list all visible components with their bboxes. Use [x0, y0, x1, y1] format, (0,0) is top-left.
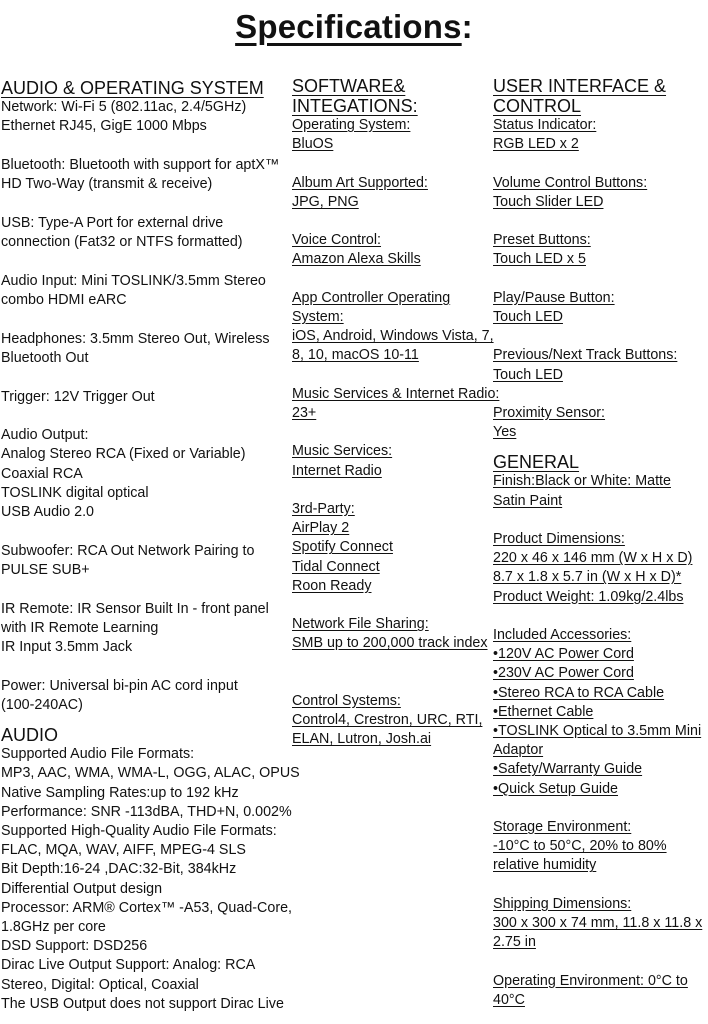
spec-line: Bluetooth Out — [1, 349, 89, 366]
spec-trigger — [1, 388, 283, 407]
spec-line: combo HDMI eARC — [1, 291, 127, 308]
spec-line: TOSLINK digital optical — [1, 484, 149, 501]
spec-line: Stereo, Digital: Optical, Coaxial — [1, 976, 199, 993]
spec-line: Touch LED — [493, 366, 563, 383]
spec-line: Tidal Connect — [292, 558, 380, 575]
spec-line: Analog Stereo RCA (Fixed or Variable) — [1, 446, 246, 463]
spec-audio-output — [1, 426, 283, 522]
spec-line: Supported Audio File Formats: — [1, 746, 195, 763]
spec-finish — [493, 472, 707, 510]
spec-line: System: — [292, 308, 344, 325]
spec-line: Audio Output: — [1, 427, 89, 444]
spec-line: Touch LED x 5 — [493, 251, 586, 268]
spec-prev-next — [493, 346, 707, 384]
spec-line: connection (Fat32 or NTFS formatted) — [1, 234, 243, 251]
page-title — [0, 8, 708, 46]
spec-line: Included Accessories: — [493, 626, 632, 643]
spec-line: 220 x 46 x 146 mm (W x H x D) — [493, 550, 693, 567]
section-heading-audio: AUDIO — [1, 725, 59, 746]
spec-line: Touch Slider LED — [493, 193, 604, 210]
spec-volume-buttons — [493, 174, 707, 212]
section-heading-audio-operating-system: AUDIO & OPERATING SYSTEM — [1, 78, 264, 98]
spec-line: 3rd-Party: — [292, 500, 355, 517]
spec-line: USB Audio 2.0 — [1, 504, 94, 521]
spec-line: Dirac Live Output Support: Analog: RCA — [1, 957, 256, 974]
spec-line: Trigger: 12V Trigger Out — [1, 388, 155, 405]
spec-line: Touch LED — [493, 308, 563, 325]
spec-status-indicator — [493, 116, 707, 154]
spec-play-pause — [493, 289, 707, 327]
spec-line: Play/Pause Button: — [493, 289, 615, 306]
spec-line: Status Indicator: — [493, 117, 597, 133]
spec-line: Spotify Connect — [292, 539, 393, 556]
spec-line: •TOSLINK Optical to 3.5mm Mini — [493, 722, 702, 739]
spec-line: •Quick Setup Guide — [493, 780, 619, 797]
spec-line: 8, 10, macOS 10-11 — [292, 347, 419, 364]
spec-headphones — [1, 330, 283, 368]
spec-line: App Controller Operating — [292, 289, 451, 306]
spec-line: 40°C — [493, 991, 525, 1008]
spec-line: ELAN, Lutron, Josh.ai — [292, 731, 432, 748]
spec-line: Differential Output design — [1, 880, 163, 897]
spec-operating-environment — [493, 972, 707, 1010]
spec-line: Control4, Crestron, URC, RTI, — [292, 712, 483, 729]
spec-line: Shipping Dimensions: — [493, 895, 632, 912]
spec-line: Network File Sharing: — [292, 616, 429, 633]
page-title-text: Specifications — [235, 8, 462, 45]
spec-line: -10°C to 50°C, 20% to 80% — [493, 838, 667, 855]
spec-line: The USB Output does not support Dirac Live — [1, 995, 284, 1012]
spec-line: •Stereo RCA to RCA Cable — [493, 684, 665, 701]
spec-storage-environment — [493, 818, 707, 876]
spec-line: Supported High-Quality Audio File Formats: — [1, 822, 277, 839]
spec-line: 2.75 in — [493, 934, 536, 951]
spec-line: Music Services: — [292, 443, 393, 460]
spec-network — [1, 98, 283, 136]
spec-line: Volume Control Buttons: — [493, 174, 648, 191]
spec-line: Adaptor — [493, 742, 544, 759]
spec-line: 300 x 300 x 74 mm, 11.8 x 11.8 x — [493, 914, 703, 931]
spec-line: Control Systems: — [292, 692, 401, 709]
spec-network-file-sharing — [292, 615, 492, 653]
spec-line: Roon Ready — [292, 577, 372, 594]
spec-line: •230V AC Power Cord — [493, 665, 634, 682]
spec-bluetooth — [1, 156, 283, 194]
spec-line: Headphones: 3.5mm Stereo Out, Wireless — [1, 330, 270, 347]
spec-line: Internet Radio — [292, 462, 382, 479]
spec-line: 8.7 x 1.8 x 5.7 in (W x H x D)* — [493, 569, 682, 586]
spec-line: PULSE SUB+ — [1, 561, 90, 578]
spec-line: 23+ — [292, 404, 317, 421]
spec-line: Finish:Black or White: Matte — [493, 473, 671, 490]
section-heading-general: GENERAL — [493, 452, 580, 473]
spec-line: •120V AC Power Cord — [493, 646, 634, 663]
spec-line: Satin Paint — [493, 492, 563, 509]
spec-proximity-sensor — [493, 404, 707, 442]
spec-line: Amazon Alexa Skills — [292, 251, 421, 268]
spec-line: FLAC, MQA, WAV, AIFF, MPEG-4 SLS — [1, 842, 246, 859]
spec-power — [1, 677, 283, 715]
spec-line: Bluetooth: Bluetooth with support for aptX™ — [1, 156, 280, 173]
spec-line: Proximity Sensor: — [493, 404, 606, 421]
section-heading-ui-line-1: USER INTERFACE & — [493, 76, 667, 96]
spec-line: Processor: ARM® Cortex™ -A53, Quad-Core, — [1, 899, 293, 916]
spec-line: Album Art Supported: — [292, 174, 428, 191]
spec-line: Product Dimensions: — [493, 530, 625, 547]
spec-subwoofer — [1, 542, 283, 580]
spec-line: Bit Depth:16-24 ,DAC:32-Bit, 384kHz — [1, 861, 237, 878]
column-user-interface-control — [493, 76, 707, 1010]
spec-audio-input — [1, 272, 283, 310]
spec-line: JPG, PNG — [292, 193, 359, 210]
section-heading-software-line-1: SOFTWARE& — [292, 76, 406, 96]
spec-line: IR Remote: IR Sensor Built In - front panel — [1, 600, 269, 617]
spec-ir-remote — [1, 600, 283, 658]
spec-line: Operating System: — [292, 117, 411, 133]
spec-line: Ethernet RJ45, GigE 1000 Mbps — [1, 118, 207, 135]
spec-line: 1.8GHz per core — [1, 919, 106, 935]
column-software-integrations — [292, 76, 500, 750]
spec-included-accessories — [493, 626, 707, 799]
spec-audio-details — [1, 745, 300, 1014]
spec-usb — [1, 214, 283, 252]
spec-line: AirPlay 2 — [292, 520, 350, 537]
spec-operating-system — [292, 116, 492, 154]
spec-app-controller — [292, 289, 492, 366]
spec-line: RGB LED x 2 — [493, 136, 579, 153]
spec-line: Subwoofer: RCA Out Network Pairing to — [1, 542, 255, 559]
spec-music-services — [292, 442, 492, 480]
spec-line: HD Two-Way (transmit & receive) — [1, 176, 213, 193]
page-title-colon: : — [461, 8, 473, 45]
spec-line: with IR Remote Learning — [1, 619, 159, 636]
spec-third-party — [292, 500, 492, 596]
spec-line: Audio Input: Mini TOSLINK/3.5mm Stereo — [1, 272, 266, 289]
spec-shipping-dimensions — [493, 895, 707, 953]
spec-line: Coaxial RCA — [1, 465, 83, 482]
spec-line: BluOS — [292, 136, 334, 153]
spec-line: Product Weight: 1.09kg/2.4lbs — [493, 588, 684, 605]
spec-music-internet-radio — [292, 385, 500, 423]
spec-line: USB: Type-A Port for external drive — [1, 214, 224, 231]
spec-line: Performance: SNR -113dBA, THD+N, 0.002% — [1, 803, 292, 820]
spec-line: Music Services & Internet Radio: — [292, 385, 500, 402]
spec-line: Storage Environment: — [493, 818, 632, 835]
spec-line: Operating Environment: 0°C to — [493, 972, 688, 989]
spec-product-dimensions — [493, 530, 707, 607]
spec-line: Voice Control: — [292, 232, 382, 249]
spec-line: IR Input 3.5mm Jack — [1, 639, 133, 656]
spec-line: Power: Universal bi-pin AC cord input — [1, 677, 238, 694]
spec-line: •Ethernet Cable — [493, 703, 594, 720]
spec-line: •Safety/Warranty Guide — [493, 761, 643, 778]
spec-album-art — [292, 174, 492, 212]
section-heading-software-line-2: INTEGATIONS: — [292, 96, 418, 116]
spec-line: iOS, Android, Windows Vista, 7, — [292, 328, 494, 345]
spec-preset-buttons — [493, 231, 707, 269]
column-audio-operating-system — [1, 78, 300, 1014]
spec-line: MP3, AAC, WMA, WMA-L, OGG, ALAC, OPUS — [1, 765, 300, 782]
spec-line: Yes — [493, 424, 517, 441]
spec-control-systems — [292, 692, 492, 750]
spec-line: Network: Wi-Fi 5 (802.11ac, 2.4/5GHz) — [1, 99, 247, 115]
spec-voice-control — [292, 231, 492, 269]
spec-line: Preset Buttons: — [493, 232, 591, 249]
spec-line: relative humidity — [493, 857, 597, 874]
spec-line: SMB up to 200,000 track index — [292, 635, 488, 652]
spec-line: (100-240AC) — [1, 696, 83, 713]
section-heading-ui-line-2: CONTROL — [493, 96, 582, 116]
spec-line: Previous/Next Track Buttons: — [493, 347, 678, 364]
spec-line: Native Sampling Rates:up to 192 kHz — [1, 784, 239, 801]
spec-line: DSD Support: DSD256 — [1, 938, 148, 955]
